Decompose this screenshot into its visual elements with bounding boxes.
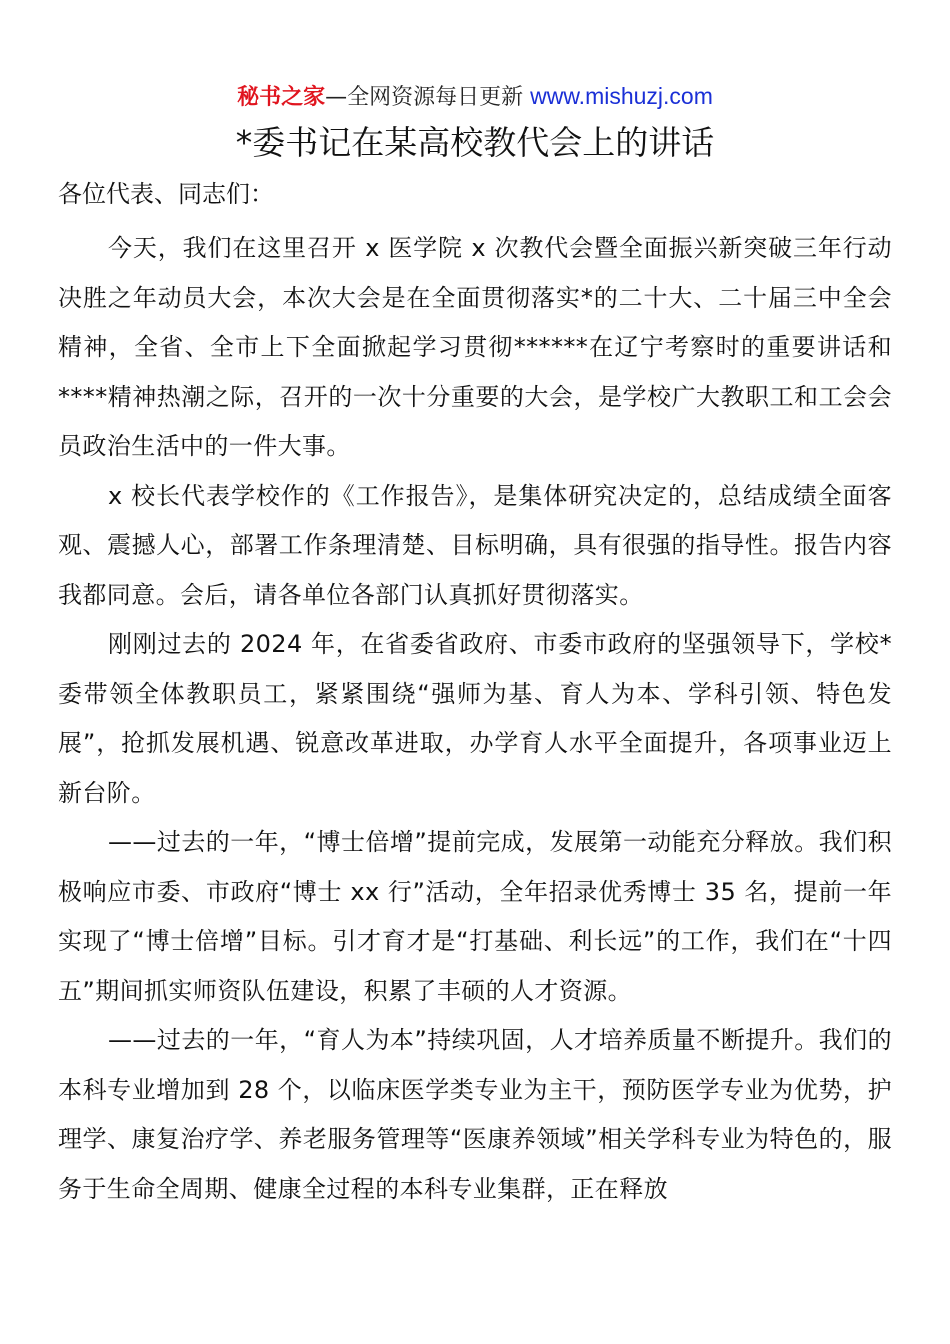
salutation: 各位代表、同志们： — [58, 180, 274, 208]
paragraph: 刚刚过去的 2024 年，在省委省政府、市委市政府的坚强领导下，学校*委带领全体教职员工，紧紧围绕“强师为基、育人为本、学科引领、特色发展”，抢抓发展机遇、锐意改革进取，办学育人水平全面提升，各项事业迈上新台阶。 — [58, 630, 892, 807]
document-title: *委书记在某高校教代会上的讲话 — [235, 123, 715, 162]
banner-url-link[interactable]: www.mishuzj.com — [530, 83, 713, 109]
banner-tagline: —全网资源每日更新 — [325, 85, 524, 110]
paragraph: ——过去的一年，“博士倍增”提前完成，发展第一动能充分释放。我们积极响应市委、市政府“博士 xx 行”活动，全年招录优秀博士 35 名，提前一年实现了“博士倍增”目标。引才育才是“打基础、利长远”的工作，我们在“十四五”期间抓实师资队伍建设，积累了丰硕的人才资源。 — [58, 828, 892, 1005]
banner-brand: 秘书之家 — [237, 85, 326, 110]
paragraph: ——过去的一年，“育人为本”持续巩固，人才培养质量不断提升。我们的本科专业增加到 28 个，以临床医学类专业为主干，预防医学专业为优势，护理学、康复治疗学、养老服务管理等“医康养领域”相关学科专业为特色的，服务于生命全周期、健康全过程的本科专业集群，正在释放 — [58, 1026, 892, 1203]
site-banner — [0, 80, 950, 114]
paragraph: x 校长代表学校作的《工作报告》，是集体研究决定的，总结成绩全面客观、震撼人心，部署工作条理清楚、目标明确，具有很强的指导性。报告内容我都同意。会后，请各单位各部门认真抓好贯彻落实。 — [58, 481, 892, 609]
document-body — [58, 224, 892, 1214]
paragraph: 今天，我们在这里召开 x 医学院 x 次教代会暨全面振兴新突破三年行动决胜之年动员大会，本次大会是在全面贯彻落实*的二十大、二十届三中全会精神，全省、全市上下全面掀起学习贯彻******在辽宁考察时的重要讲话和****精神热潮之际，召开的一次十分重要的大会，是学校广大教职工和工会会员政治生活中的一件大事。 — [58, 234, 892, 460]
